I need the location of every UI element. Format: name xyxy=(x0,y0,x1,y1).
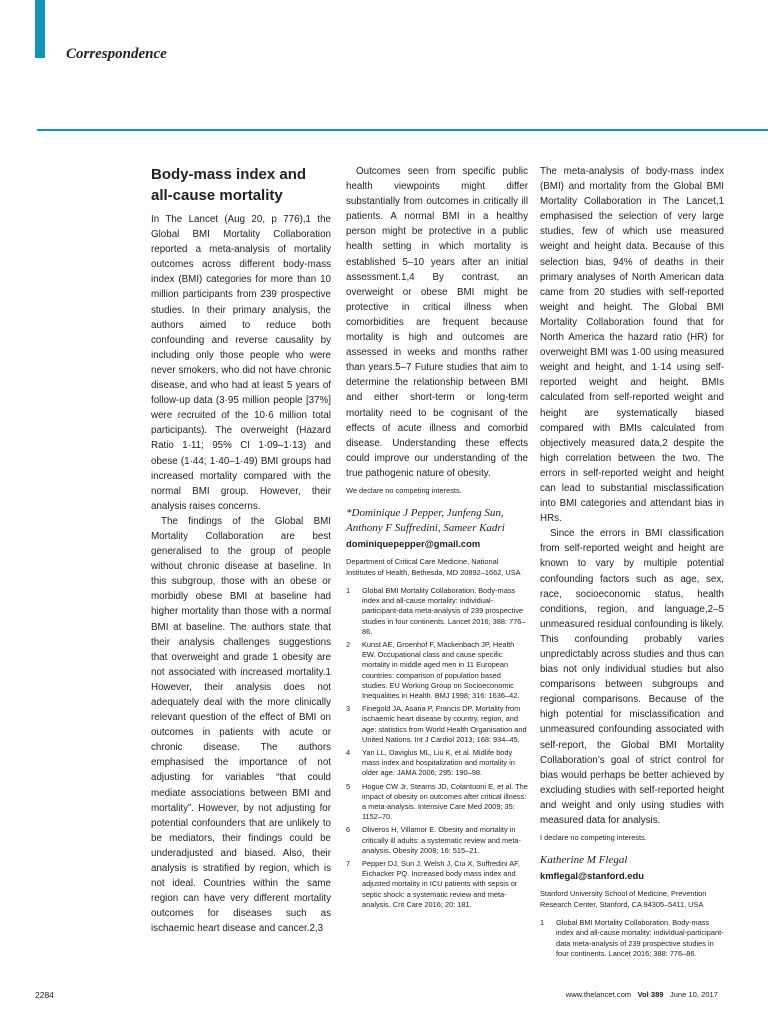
reference-item[interactable] xyxy=(346,859,528,910)
reference-text: Hogue CW Jr, Stearns JD, Colantuoni E, et al. The impact of obesity on outcomes after critical illness: a meta-analysis. Intensive Care Med 2009; 35: 1152–70. xyxy=(362,781,528,822)
reference-item[interactable] xyxy=(346,640,528,701)
reference-list xyxy=(540,918,724,959)
reference-text: Global BMI Mortality Collaboration. Body-mass index and all-cause mortality: individual-participant-data meta-analysis of 239 prospective studies in four continents. Lancet 2016; 388: 776–86. xyxy=(362,585,526,636)
reference-text: Yan LL, Daviglus ML, Liu K, et al. Midlife body mass index and hospitalization and mortality in older age. JAMA 2006; 295: 190–98. xyxy=(362,748,515,778)
reference-text: Oliveros H, Villamor E. Obesity and mortality in critically ill adults: a systematic review and meta-analysis. Obesity 2008; 16: 515–21. xyxy=(362,825,521,855)
header-rule xyxy=(37,129,768,131)
accent-bar xyxy=(35,0,45,58)
reference-list xyxy=(346,586,528,910)
journal-site-link[interactable]: www.thelancet.com xyxy=(565,990,632,999)
reference-text: Global BMI Mortality Collaboration. Body-mass index and all-cause mortality: individual-participant-data meta-analysis of 239 prospective studies in four continents. Lancet 2016; 388: 776–86. xyxy=(556,918,724,958)
paragraph: Since the errors in BMI classification from self-reported weight and height are known to vary by multiple potential confounding factors such as age, sex, race, socioeconomic status, health conditions, region, and language,2–5 unmeasured residual confounding is likely. This confounding probably varies unpredictably across studies and thus can bias not only individual studies but also comparisons between subgroups and regional comparisons. Because of the high potential for misclassification and unmeasured confounding associated with self-report, the Global BMI Mortality Collaboration’s goal of strict control for bias would perhaps be better achieved by excluding studies with self-reported height and weight and only using studies with measured data for analysis. xyxy=(540,528,724,827)
article-title: Body-mass index and all-cause mortality xyxy=(151,166,307,204)
paragraph: In The Lancet (Aug 20, p 776),1 the Global BMI Mortality Collaboration reported a meta-analysis of mortality outcomes across different body-mass index (BMI) categories for more than 10 million participants from 239 prospective studies. In their primary analysis, the authors aimed to reduce both confounding and reverse causality by including only those people who were never smokers, who did not have chronic disease, and who had at least 5 years of follow-up data (3·95 million people [37%] were recruited of the 10·6 million total participants). The overweight (Hazard Ratio 1·11; 95% CI 1·09–1·13) and obese (1·44; 1·40–1·49) BMI groups had increased mortality compared with the normal BMI group. However, their analysis raises concerns. xyxy=(151,214,331,512)
reference-number: 3 xyxy=(346,704,351,714)
reference-number: 6 xyxy=(346,825,351,835)
paragraph: Outcomes seen from specific public health viewpoints might differ substantially from outcomes in critically ill patients. A normal BMI in a healthy person might be protective in a public health setting in which mortality is established 5–10 years after an initial assessment.1,4 By contrast, an overweight or obese BMI might be protective in critical illness when comorbidities are frequent because mortality is high and outcomes are assessed in weeks and months rather than years.5–7 Future studies that aim to determine the relationship between BMI and either short-term or long-term mortality need to be cognisant of the effects of acute illness and comorbid disease. Understanding these effects could improve our understanding of the true pathogenic nature of obesity. xyxy=(346,166,528,479)
journal-date: June 10, 2017 xyxy=(669,990,718,999)
journal-footer xyxy=(566,990,718,999)
paragraph: The meta-analysis of body-mass index (BMI) and mortality from the Global BMI Mortality Collaboration in The Lancet,1 emphasised the selection of very large studies, few of which use measured weight and height data. Because of this selection bias, 94% of deaths in their primary analyses of North American data came from 20 studies with self-reported weight and height. The Global BMI Mortality Collaboration found that for North America the hazard ratio (HR) for overweight BMI was 1·00 using measured weight and height, and 1·14 using self-reported weight and height. BMIs calculated from self-reported weight and height are systematically biased compared with BMIs calculated from objectively measured data,2 despite the high correlation between the two. The errors in self-reported weight and height can lead to substantial misclassification into BMI categories and attendant bias in HRs. xyxy=(540,166,724,525)
column-1 xyxy=(151,164,331,937)
reference-text: Kunst AE, Groenhof F, Mackenbach JP, Health EW. Occupational class and cause specific mortality in middle aged men in 11 European countries: comparison of population based studies. EU Working Group on Socioeconomic Inequalities in Health. BMJ 1998; 316: 1636–42. xyxy=(362,639,520,700)
reference-item[interactable] xyxy=(346,704,528,745)
author-names: *Dominique J Pepper, Junfeng Sun, Anthony F Suffredini, Sameer Kadri xyxy=(346,506,505,534)
reference-item[interactable] xyxy=(346,782,528,823)
reference-number: 2 xyxy=(346,639,351,649)
competing-interests: I declare no competing interests. xyxy=(540,833,647,843)
reference-text: Pepper DJ, Sun J, Welsh J, Cui X, Suffredini AF, Eichacker PQ. Increased body mass index and adjusted mortality in ICU patients with sepsis or septic shock: a systematic review and meta-analysis. Crit Care 2016; 20: 181. xyxy=(362,859,520,909)
journal-volume: Vol 389 xyxy=(637,990,664,999)
paragraph: The findings of the Global BMI Mortality Collaboration are best generalised to the group of people without chronic disease at baseline. In this subgroup, those with an obese or morbidly obese BMI at baseline had higher mortality than those with a normal BMI at baseline. The authors state that their analysis challenges suggestions that overweight and grade 1 obesity are not associated with increased mortality.1 However, their analysis does not adequately deal with the more clinically relevant question of the effect of BMI on outcomes in patients with acute or chronic disease. The authors emphasised the importance of not adjusting for variables “that could mediate associations between BMI and mortality”. However, by not adjusting for potential confounders that are unlikely to be mediators, their findings could be underadjusted and biased. Also, their analysis is stratified by region, which is not ideal. Countries within the same region can have very different mortality outcomes for diseases such as ischaemic heart disease and cancer.2,3 xyxy=(151,515,331,935)
author-affiliation: Stanford University School of Medicine, Prevention Research Center, Stanford, CA 94305–5411, USA xyxy=(540,889,707,910)
author-names: Katherine M Flegal xyxy=(540,854,628,867)
page-number: 2284 xyxy=(35,990,54,1000)
column-2 xyxy=(346,164,528,913)
reference-item[interactable] xyxy=(346,586,528,637)
reference-item[interactable] xyxy=(540,918,724,959)
author-email-link[interactable]: dominiquepepper@gmail.com xyxy=(346,537,481,549)
reference-text: Finegold JA, Asaria P, Francis DP. Mortality from ischaemic heart disease by country, region, and age: statistics from World Health Organisation and United Nations. Int J Cardiol 2013; 168: 934–45. xyxy=(362,704,527,744)
reference-number: 5 xyxy=(346,781,351,791)
reference-item[interactable] xyxy=(346,748,528,779)
reference-number: 7 xyxy=(346,859,351,869)
reference-item[interactable] xyxy=(346,825,528,856)
reference-number: 1 xyxy=(540,918,545,928)
section-title: Correspondence xyxy=(66,46,167,62)
column-3 xyxy=(540,164,724,962)
competing-interests: We declare no competing interests. xyxy=(346,485,462,495)
reference-number: 4 xyxy=(346,748,351,758)
author-email-link[interactable]: kmflegal@stanford.edu xyxy=(540,870,644,882)
reference-number: 1 xyxy=(346,585,351,595)
author-affiliation: Department of Critical Care Medicine, National Institutes of Health, Bethesda, MD 20892–1662, USA xyxy=(346,556,521,577)
